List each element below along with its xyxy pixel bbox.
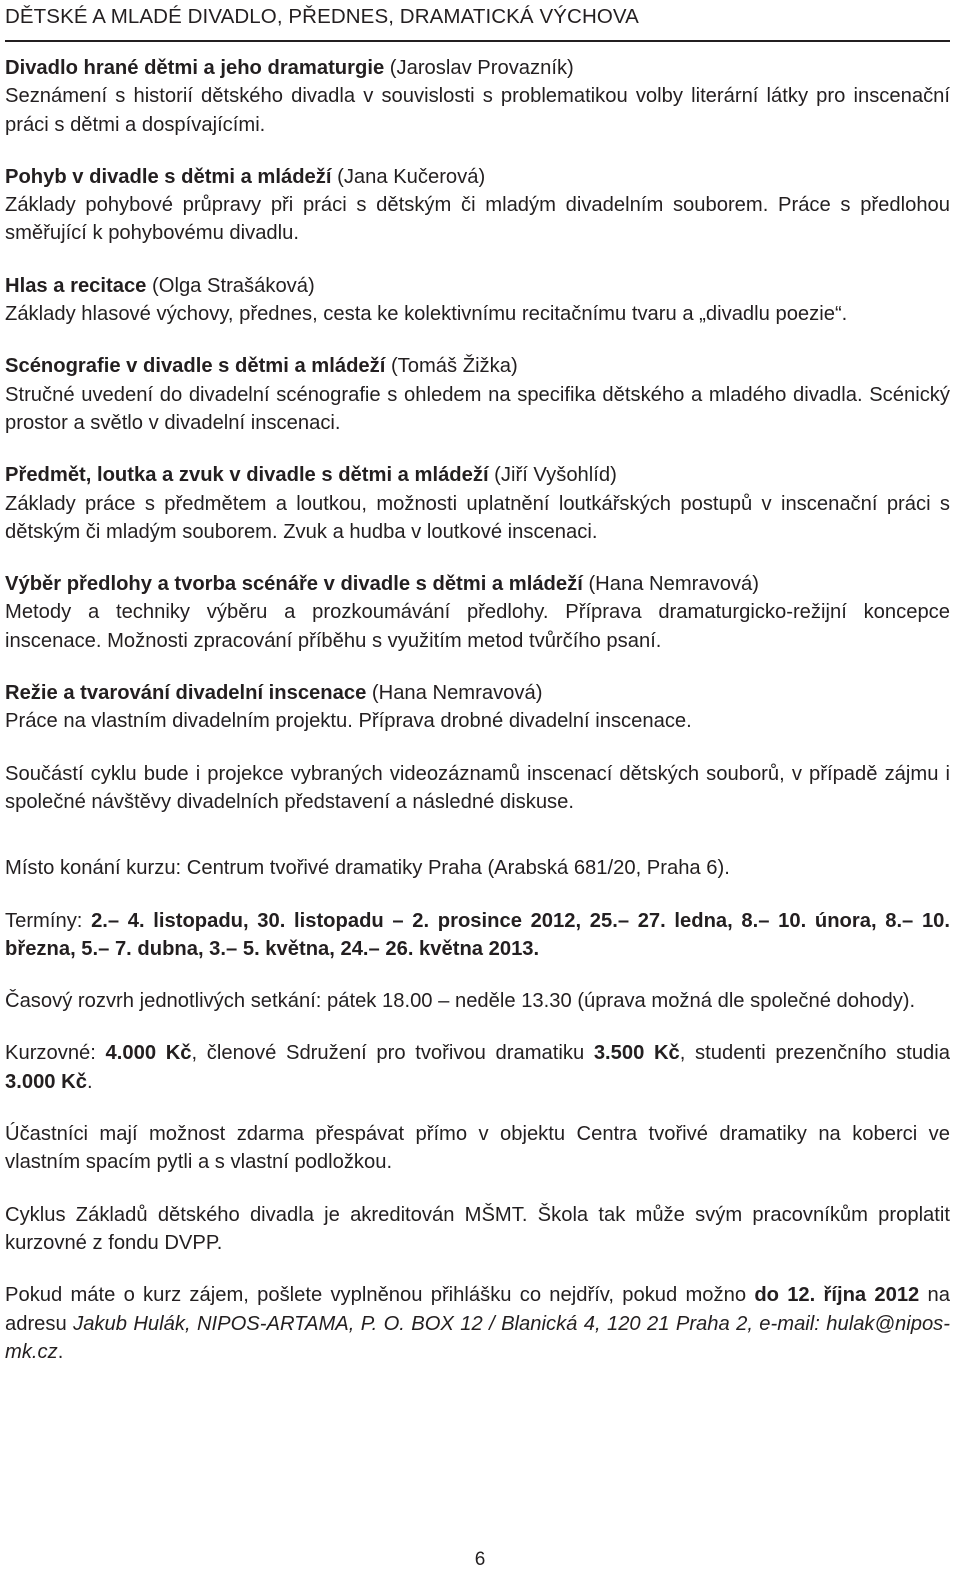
header-divider xyxy=(5,40,950,42)
course-item xyxy=(5,163,950,248)
course-title: Hlas a recitace xyxy=(5,274,147,297)
fees-label: Kurzovné: xyxy=(5,1042,96,1065)
course-lecturer: (Hana Nemravová) xyxy=(588,573,759,596)
course-description: Metody a techniky výběru a prozkoumávání předlohy. Příprava dramaturgicko-režijní koncepce inscenace. Možnosti zpracování příběhu s využitím metod tvůrčího psaní. xyxy=(5,601,950,652)
course-description: Základy práce s předmětem a loutkou, možnosti uplatnění loutkářských postupů v inscenační práci s dětským či mladým souborem. Zvuk a hudba v loutkové inscenaci. xyxy=(5,492,950,543)
course-heading xyxy=(5,272,950,300)
course-lecturer: (Jana Kučerová) xyxy=(337,165,486,188)
course-content xyxy=(5,54,950,1390)
application-mid: na adresu xyxy=(5,1284,950,1335)
fee-members-price: 3.500 Kč xyxy=(593,1042,680,1065)
venue-paragraph xyxy=(5,854,950,882)
fees-paragraph xyxy=(5,1039,950,1096)
fee-members-text: , členové Sdružení pro tvořivou dramatiku xyxy=(191,1042,585,1065)
course-item xyxy=(5,461,950,546)
accreditation-text: Cyklus Základů dětského divadla je akreditován MŠMT. Škola tak může svým pracovníkům proplatit kurzovné z fondu DVPP. xyxy=(5,1203,950,1254)
course-heading xyxy=(5,352,950,380)
dates-text xyxy=(5,907,950,964)
course-item xyxy=(5,352,950,437)
accommodation-text: Účastníci mají možnost zdarma přespávat přímo v objektu Centra tvořivé dramatiky na koberci ve vlastním spacím pytli a s vlastní podložkou. xyxy=(5,1123,950,1174)
course-heading xyxy=(5,461,950,489)
course-title: Předmět, loutka a zvuk v divadle s dětmi a mládeží xyxy=(5,464,489,487)
course-lecturer: (Jiří Vyšohlíd) xyxy=(494,464,617,487)
dates-paragraph xyxy=(5,907,950,964)
course-item xyxy=(5,272,950,329)
application-intro: Pokud máte o kurz zájem, pošlete vyplněnou přihlášku co nejdřív, pokud možno xyxy=(5,1284,755,1307)
course-description: Seznámení s historií dětského divadla v souvislosti s problematikou volby literární látky pro inscenační práci s dětmi a dospívajícími. xyxy=(5,85,950,136)
course-lecturer: (Tomáš Žižka) xyxy=(390,355,518,378)
application-address: Jakub Hulák, NIPOS-ARTAMA, P. O. BOX 12 / Blanická 4, 120 21 Praha 2, e-mail: hulak@nipos-mk.cz xyxy=(5,1312,950,1363)
course-title: Pohyb v divadle s dětmi a mládeží xyxy=(5,165,332,188)
course-description: Základy pohybové průpravy při práci s dětským či mladým divadelním souborem. Práce s předlohou směřující k pohybovému divadlu. xyxy=(5,194,950,245)
course-description: Práce na vlastním divadelním projektu. Příprava drobné divadelní inscenace. xyxy=(5,710,692,733)
course-lecturer: (Jaroslav Provazník) xyxy=(389,57,574,79)
venue-text: Místo konání kurzu: Centrum tvořivé dramatiky Praha (Arabská 681/20, Praha 6). xyxy=(5,857,730,880)
course-heading xyxy=(5,679,950,707)
course-item xyxy=(5,679,950,736)
fees-text xyxy=(5,1039,950,1096)
course-lecturer: (Olga Strašáková) xyxy=(152,274,315,297)
course-title: Scénografie v divadle s dětmi a mládeží xyxy=(5,355,386,378)
dates-label: Termíny: xyxy=(5,909,83,932)
schedule-text: Časový rozvrh jednotlivých setkání: pátek 18.00 – neděle 13.30 (úprava možná dle společné dohody). xyxy=(5,990,916,1013)
fee-students-text: , studenti prezenčního studia xyxy=(679,1042,950,1065)
course-title: Výběr předlohy a tvorba scénáře v divadle s dětmi a mládeží xyxy=(5,573,583,596)
application-end: . xyxy=(57,1340,64,1363)
course-lecturer: (Hana Nemravová) xyxy=(371,682,543,705)
fee-students-price: 3.000 Kč xyxy=(5,1070,87,1093)
course-heading xyxy=(5,163,950,191)
section-header: DĚTSKÉ A MLADÉ DIVADLO, PŘEDNES, DRAMATICKÁ VÝCHOVA xyxy=(5,5,639,28)
dates-value: 2.– 4. listopadu, 30. listopadu – 2. prosince 2012, 25.– 27. ledna, 8.– 10. února, 8.– 10. března, 5.– 7. dubna, 3.– 5. května, 24.– 26. května 2013. xyxy=(5,909,951,960)
course-title: Divadlo hrané dětmi a jeho dramaturgie xyxy=(5,57,385,79)
fees-end: . xyxy=(86,1070,93,1093)
course-heading xyxy=(5,54,950,82)
course-item xyxy=(5,570,950,655)
course-description: Stručné uvedení do divadelní scénografie s ohledem na specifika dětského a mladého divadla. Scénický prostor a světlo v divadelní inscenaci. xyxy=(5,383,950,434)
application-deadline: do 12. října 2012 xyxy=(754,1284,920,1307)
projections-paragraph xyxy=(5,760,950,817)
accreditation-paragraph xyxy=(5,1201,950,1258)
course-title: Režie a tvarování divadelní inscenace xyxy=(5,682,367,705)
schedule-paragraph xyxy=(5,987,950,1015)
application-text xyxy=(5,1281,950,1366)
page-number: 6 xyxy=(474,1549,486,1570)
application-paragraph xyxy=(5,1281,950,1366)
course-description: Základy hlasové výchovy, přednes, cesta ke kolektivnímu recitačnímu tvaru a „divadlu poezie“. xyxy=(5,303,848,326)
projections-text: Součástí cyklu bude i projekce vybraných videozáznamů inscenací dětských souborů, v případě zájmu i společné návštěvy divadelních představení a následné diskuse. xyxy=(5,762,950,813)
fee-full-price: 4.000 Kč xyxy=(105,1042,192,1065)
course-heading xyxy=(5,570,950,598)
accommodation-paragraph xyxy=(5,1120,950,1177)
course-item xyxy=(5,54,950,139)
